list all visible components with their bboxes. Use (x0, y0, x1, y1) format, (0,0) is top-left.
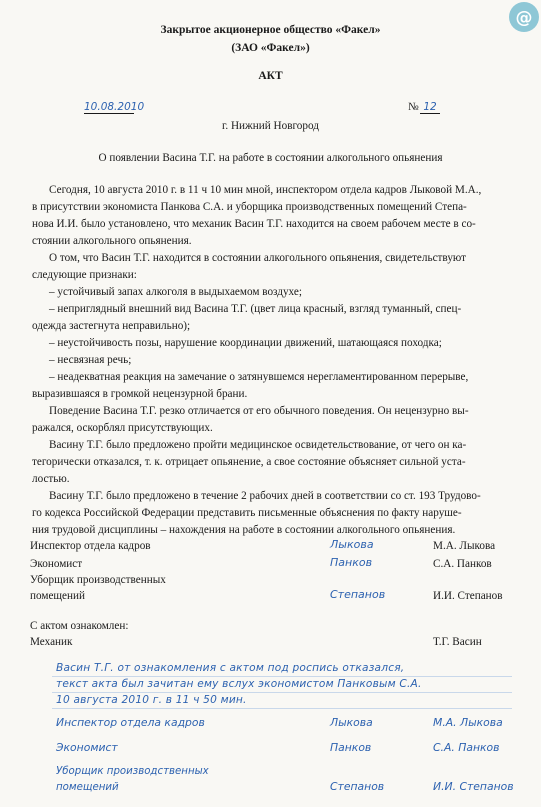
hw-signature-role-cont: помещений (56, 782, 119, 793)
body-line: – неустойчивость позы, нарушение координации движений, шатающаяся походка; (49, 337, 442, 349)
doc-date: 10.08.2010 (84, 101, 145, 113)
org-full-name: Закрытое акционерное общество «Факел» (160, 24, 381, 36)
body-line: Васину Т.Г. было предложено в течение 2 рабочих дней в соответствии со ст. 193 Трудово- (49, 490, 481, 502)
body-line: Сегодня, 10 августа 2010 г. в 11 ч 10 мин мной, инспектором отдела кадров Лыковой М.А., (49, 184, 482, 196)
ruled-line (52, 676, 512, 677)
body-line: нова И.И. было установлено, что механик Васин Т.Г. находится на своем рабочем месте в со- (32, 218, 476, 230)
body-line: О том, что Васин Т.Г. находится в состоянии алкогольного опьянения, свидетельствуют (49, 252, 467, 264)
doc-number: 12 (420, 101, 440, 114)
hw-signature-name: М.А. Лыкова (433, 716, 503, 729)
signature-name: С.А. Панков (433, 558, 492, 570)
hw-signature-role: Уборщик производственных (56, 766, 209, 777)
body-line: ражался, оскорблял присутствующих. (32, 422, 213, 434)
handwritten-note-line: текст акта был зачитан ему вслух экономистом Панковым С.А. (56, 678, 422, 690)
body-line: Васину Т.Г. было предложено пройти медицинское освидетельствование, от чего он ка- (49, 439, 467, 451)
hw-signature-role: Экономист (56, 741, 118, 754)
signature-name: И.И. Степанов (433, 590, 503, 602)
signature-role: Инспектор отдела кадров (30, 540, 151, 552)
hw-signature: Панков (330, 741, 372, 754)
svg-text:@: @ (515, 8, 533, 28)
ruled-line (52, 692, 512, 693)
hw-signature-name: С.А. Панков (433, 741, 500, 754)
acquainted-name: Т.Г. Васин (433, 636, 482, 648)
body-line: лостью. (32, 473, 70, 485)
ruled-line (52, 708, 512, 709)
body-line: го кодекса Российской Федерации представить письменные объяснения по факту наруше- (32, 507, 462, 519)
hw-signature-name: И.И. Степанов (433, 780, 514, 793)
hw-signature-role: Инспектор отдела кадров (56, 716, 205, 729)
body-line: Поведение Васина Т.Г. резко отличается от его обычного поведения. Он нецензурно вы- (49, 405, 469, 417)
body-line: – устойчивый запах алкоголя в выдыхаемом воздухе; (49, 286, 302, 298)
body-line: выразившаяся в громкой нецензурной брани. (32, 388, 248, 400)
body-line: следующие признаки: (32, 269, 137, 281)
body-line: одежда застегнута неправильно); (32, 320, 191, 332)
acquainted-role: Механик (30, 636, 73, 648)
signature-role: Экономист (30, 558, 83, 570)
doc-type: АКТ (258, 70, 283, 82)
body-line: ния трудовой дисциплины – нахождения на работе в состоянии алкогольного опьянения. (32, 524, 456, 536)
number-label: № (408, 101, 419, 113)
body-line: – неприглядный внешний вид Васина Т.Г. (цвет лица красный, взгляд туманный, спец- (49, 303, 462, 315)
signature-role-cont: помещений (30, 590, 85, 602)
signature-role: Уборщик производственных (30, 574, 166, 586)
doc-title: О появлении Васина Т.Г. на работе в состоянии алкогольного опьянения (98, 152, 443, 164)
body-line: в присутствии экономиста Панкова С.А. и уборщика производственных помещений Степа- (32, 201, 467, 213)
body-line: стоянии алкогольного опьянения. (32, 235, 192, 247)
hw-signature: Степанов (330, 780, 385, 793)
body-line: тегорически отказался, т. к. отрицает опьянение, а свое состояние объясняет сильной уста- (32, 456, 466, 468)
body-line: – неадекватная реакция на замечание о затянувшемся нерегламентированном перерыве, (49, 371, 469, 383)
signature: Лыкова (330, 538, 374, 551)
city: г. Нижний Новгород (222, 120, 319, 132)
signature-name: М.А. Лыкова (433, 540, 496, 552)
body-line: – несвязная речь; (49, 354, 132, 366)
handwritten-note-line: Васин Т.Г. от ознакомления с актом под роспись отказался, (56, 662, 405, 674)
signature: Панков (330, 556, 373, 569)
hw-signature: Лыкова (330, 716, 373, 729)
acquainted-label: С актом ознакомлен: (30, 620, 129, 632)
org-short-name: (ЗАО «Факел») (231, 42, 310, 54)
signature: Степанов (330, 588, 386, 601)
handwritten-note-line: 10 августа 2010 г. в 11 ч 50 мин. (56, 694, 247, 706)
